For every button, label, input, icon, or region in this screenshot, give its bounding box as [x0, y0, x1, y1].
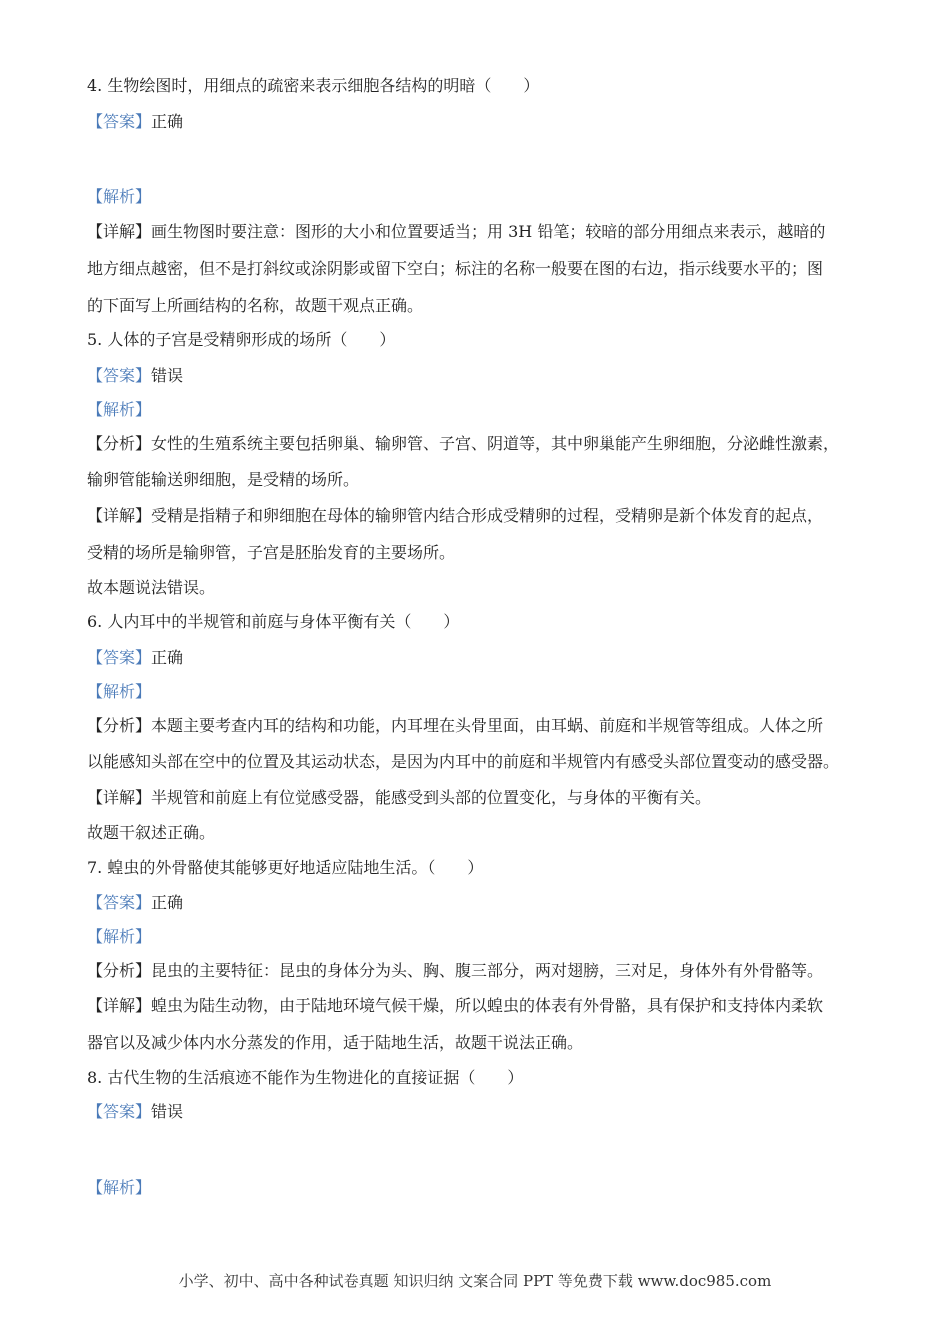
- detail-4-line-1: 【详解】画生物图时要注意：图形的大小和位置要适当；用 3H 铅笔；较暗的部分用细点来表示，越暗的: [87, 222, 826, 241]
- conclusion-6: 故题干叙述正确。: [87, 823, 216, 842]
- answer-tag: 【答案】: [87, 893, 152, 912]
- fenxi-5-line-1: 【分析】女性的生殖系统主要包括卵巢、输卵管、子宫、阴道等，其中卵巢能产生卵细胞，分泌雌性激素，: [87, 434, 840, 453]
- analysis-tag-7: 【解析】: [87, 927, 152, 946]
- detail-4-line-2: 地方细点越密，但不是打斜纹或涂阴影或留下空白；标注的名称一般要在图的右边，指示线要水平的；图: [87, 259, 824, 278]
- detail-5-line-1: 【详解】受精是指精子和卵细胞在母体的输卵管内结合形成受精卵的过程，受精卵是新个体发育的起点，: [87, 506, 824, 525]
- fenxi-6-line-1: 【分析】本题主要考查内耳的结构和功能，内耳埋在头骨里面，由耳蜗、前庭和半规管等组成。人体之所: [87, 716, 824, 735]
- answer-row-7: [87, 893, 183, 913]
- answer-value: 正确: [151, 112, 184, 131]
- question-7: 7. 蝗虫的外骨骼使其能够更好地适应陆地生活。（ ）: [87, 858, 484, 877]
- page-footer: 小学、初中、高中各种试卷真题 知识归纳 文案合同 PPT 等免费下载 www.doc985.com: [178, 1272, 772, 1290]
- answer-value: 正确: [151, 893, 184, 912]
- detail-5-line-2: 受精的场所是输卵管，子宫是胚胎发育的主要场所。: [87, 543, 456, 562]
- answer-tag: 【答案】: [87, 366, 152, 385]
- detail-6-line-1: 【详解】半规管和前庭上有位觉感受器，能感受到头部的位置变化，与身体的平衡有关。: [87, 788, 712, 807]
- answer-tag: 【答案】: [87, 1102, 152, 1121]
- answer-value: 错误: [151, 366, 184, 385]
- question-6: 6. 人内耳中的半规管和前庭与身体平衡有关（ ）: [87, 612, 460, 631]
- fenxi-tag: 【分析】: [87, 961, 152, 980]
- detail-tag: 【详解】: [87, 506, 152, 525]
- analysis-tag-8: 【解析】: [87, 1178, 152, 1197]
- detail-7-line-2: 器官以及减少体内水分蒸发的作用，适于陆地生活，故题干说法正确。: [87, 1033, 584, 1052]
- conclusion-5: 故本题说法错误。: [87, 578, 216, 597]
- question-8: 8. 古代生物的生活痕迹不能作为生物进化的直接证据（ ）: [87, 1068, 524, 1087]
- answer-value: 正确: [151, 648, 184, 667]
- detail-tag: 【详解】: [87, 996, 152, 1015]
- answer-row-4: [87, 112, 183, 132]
- fenxi-5-line-2: 输卵管能输送卵细胞，是受精的场所。: [87, 470, 360, 489]
- answer-value: 错误: [151, 1102, 184, 1121]
- analysis-tag-5: 【解析】: [87, 400, 152, 419]
- answer-tag: 【答案】: [87, 648, 152, 667]
- answer-row-8: [87, 1102, 183, 1122]
- answer-row-5: [87, 366, 183, 386]
- detail-tag: 【详解】: [87, 222, 152, 241]
- answer-tag: 【答案】: [87, 112, 152, 131]
- answer-row-6: [87, 648, 183, 668]
- detail-4-line-3: 的下面写上所画结构的名称，故题干观点正确。: [87, 296, 424, 315]
- fenxi-tag: 【分析】: [87, 716, 152, 735]
- fenxi-7-line-1: 【分析】昆虫的主要特征：昆虫的身体分为头、胸、腹三部分，两对翅膀，三对足，身体外有外骨骼等。: [87, 961, 824, 980]
- fenxi-6-line-2: 以能感知头部在空中的位置及其运动状态，是因为内耳中的前庭和半规管内有感受头部位置变动的感受器。: [87, 752, 840, 771]
- question-4: 4. 生物绘图时，用细点的疏密来表示细胞各结构的明暗（ ）: [87, 76, 540, 95]
- analysis-tag-4: 【解析】: [87, 187, 152, 206]
- fenxi-tag: 【分析】: [87, 434, 152, 453]
- question-5: 5. 人体的子宫是受精卵形成的场所（ ）: [87, 330, 396, 349]
- analysis-tag-6: 【解析】: [87, 682, 152, 701]
- detail-7-line-1: 【详解】蝗虫为陆生动物，由于陆地环境气候干燥，所以蝗虫的体表有外骨骼，具有保护和支持体内柔软: [87, 996, 824, 1015]
- detail-tag: 【详解】: [87, 788, 152, 807]
